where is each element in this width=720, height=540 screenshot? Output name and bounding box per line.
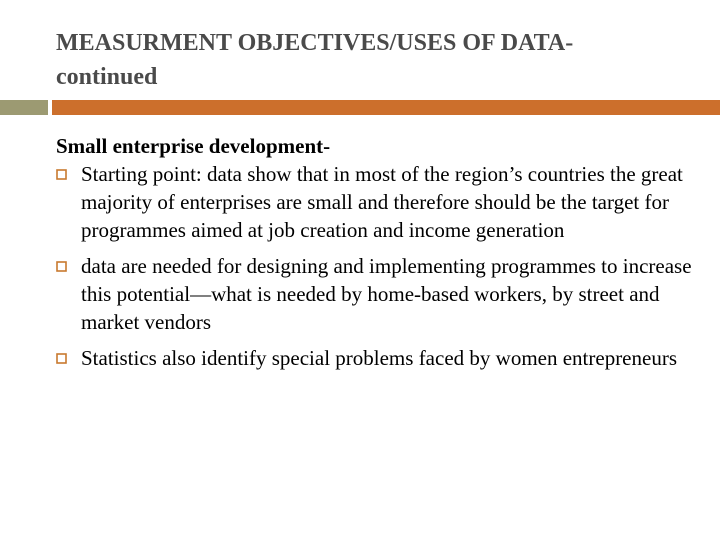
title-rule-right-segment — [52, 100, 720, 115]
title-rule-left-segment — [0, 100, 48, 115]
bullet-item — [56, 344, 696, 372]
slide-content — [56, 132, 696, 372]
hollow-square-bullet-icon — [56, 169, 67, 180]
hollow-square-bullet-icon — [56, 261, 67, 272]
bullet-text: Starting point: data show that in most of the region’s countries the great majority of enterprises are small and therefore should be the target for programmes aimed at job creation and income generation — [81, 162, 683, 242]
bullet-text: Statistics also identify special problems faced by women entrepreneurs — [81, 346, 677, 370]
hollow-square-bullet-icon — [56, 353, 67, 364]
bullet-item — [56, 160, 696, 244]
bullet-item — [56, 252, 696, 336]
section-heading: Small enterprise development- — [56, 134, 331, 158]
slide-title: MEASURMENT OBJECTIVES/USES OF DATA- continued — [56, 30, 574, 90]
bullet-text: data are needed for designing and implementing programmes to increase this potential—what is needed by home-based workers, by street and market vendors — [81, 254, 692, 334]
bullet-list — [56, 160, 696, 372]
